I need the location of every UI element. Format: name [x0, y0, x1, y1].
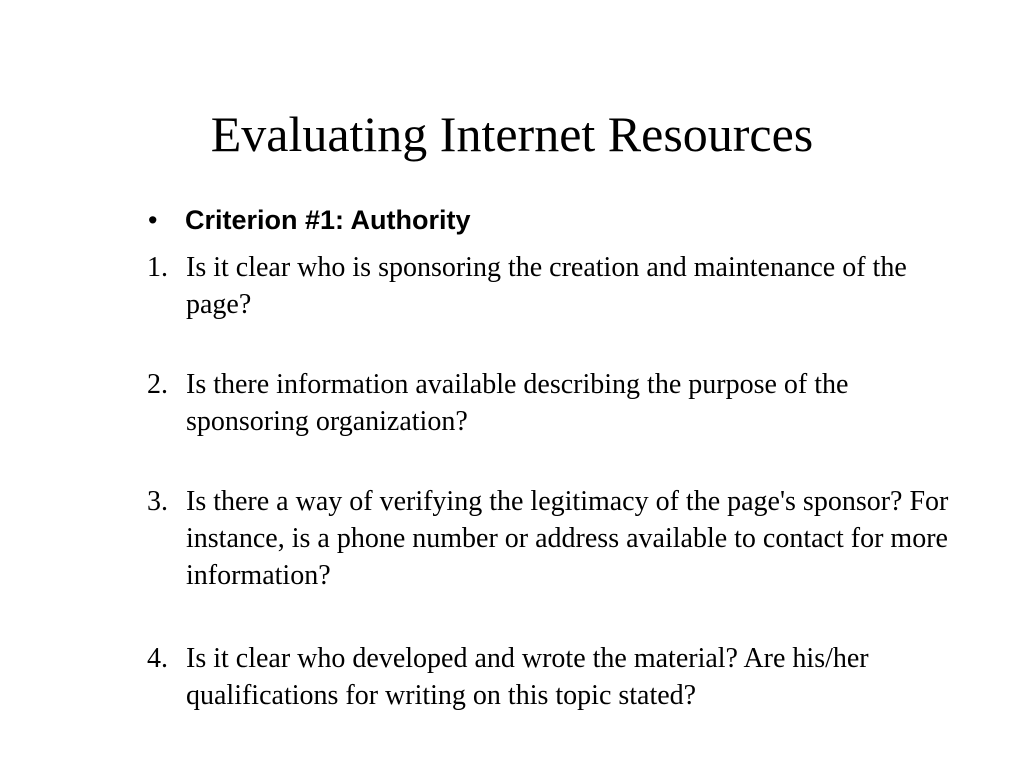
list-item — [147, 366, 967, 440]
criterion-heading — [148, 200, 471, 240]
list-item-text: Is there information available describing the purpose of the sponsoring organization? — [186, 369, 849, 437]
list-item — [147, 640, 967, 714]
list-item — [147, 249, 967, 323]
list-item-text: Is it clear who developed and wrote the material? Are his/her qualifications for writing on this topic stated? — [186, 643, 869, 711]
bullet-icon: • — [148, 204, 158, 235]
list-item-number: 3. — [147, 486, 168, 517]
list-item-text: Is there a way of verifying the legitimacy of the page's sponsor? For instance, is a phone number or address available to contact for more information? — [186, 486, 949, 591]
list-item-number: 4. — [147, 643, 168, 674]
list-item-text: Is it clear who is sponsoring the creation and maintenance of the page? — [186, 252, 907, 320]
list-item — [147, 483, 967, 594]
list-item-number: 1. — [147, 252, 168, 283]
list-item-number: 2. — [147, 369, 168, 400]
criterion-heading-text: Criterion #1: Authority — [185, 204, 471, 235]
slide-title: Evaluating Internet Resources — [210, 106, 814, 162]
